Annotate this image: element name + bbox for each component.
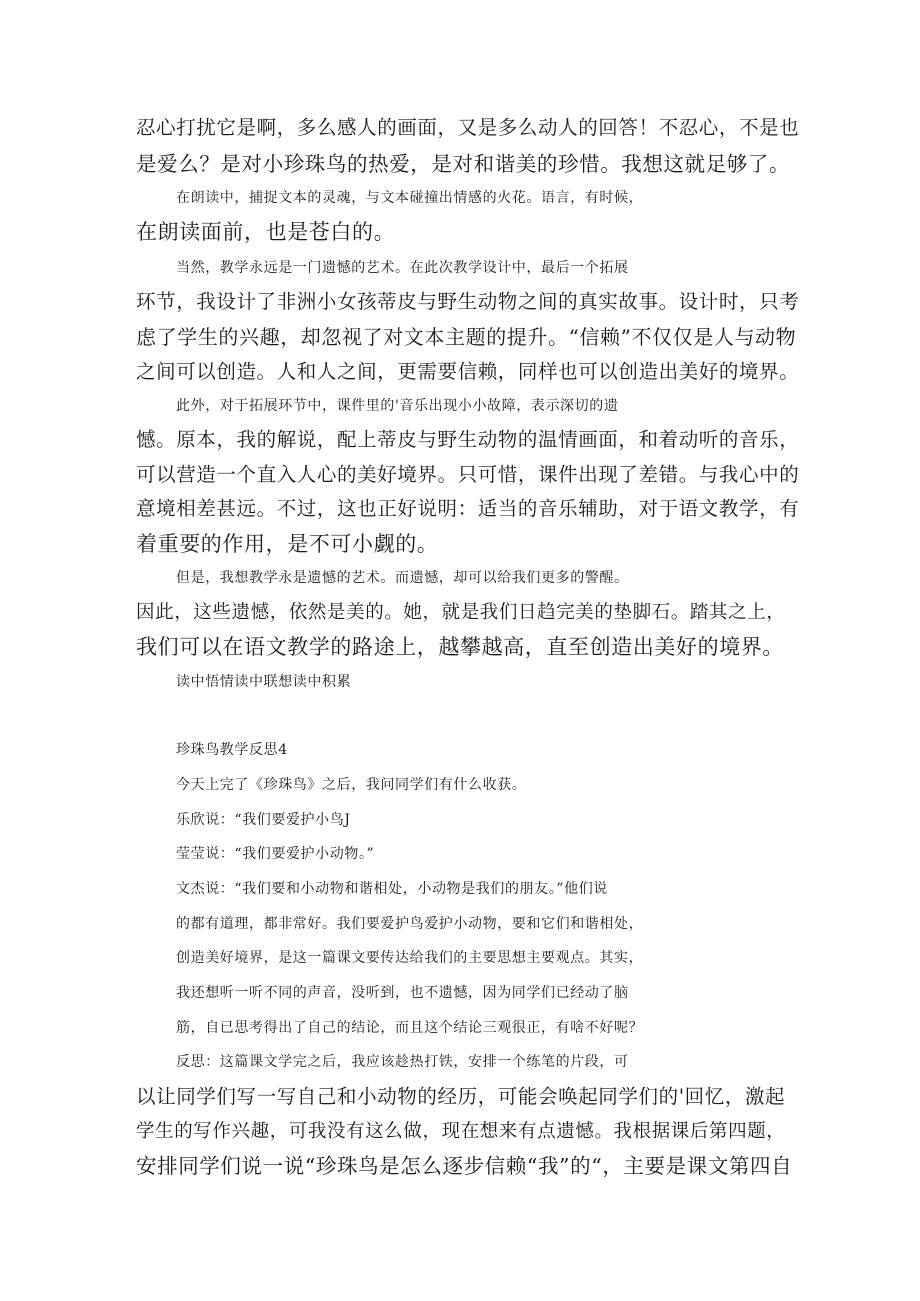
section-heading: 珍珠鸟教学反思4 xyxy=(176,742,288,758)
text-line: 环节，我设计了非洲小女孩蒂皮与野生动物之间的真实故事。设计时，只考 xyxy=(136,290,800,313)
text-line: 反思：这篇课文学完之后，我应该趁热打铁，安排一个练笔的片段，可 xyxy=(176,1054,629,1070)
text-line: 之间可以创造。人和人之间，更需要信赖，同样也可以创造出美好的境界。 xyxy=(136,360,800,383)
text-line: 着重要的作用，是不可小觑的。 xyxy=(136,532,439,556)
text-line: 但是，我想教学永是遗憾的艺术。而遗憾，却可以给我们更多的警醒。 xyxy=(176,570,629,586)
text-line: 是爱么？是对小珍珠鸟的热爱，是对和谐美的珍惜。我想这就足够了。 xyxy=(136,152,791,176)
text-line: 在朗读中，捕捉文本的灵魂，与文本碰撞出情感的火花。语言，有时候， xyxy=(176,190,644,206)
text-line: 的都有道理，都非常好。我们要爱护鸟爱护小动物，要和它们和谐相处， xyxy=(176,916,644,932)
text-line: 我们可以在语文教学的路途上，越攀越高，直至创造出美好的境界。 xyxy=(136,635,784,659)
text-line: 创造美好境界，是这一篇课文要传达给我们的主要思想主要观点。其实， xyxy=(176,950,644,966)
text-line: 我还想听一听不同的声音，没听到，也不遗憾，因为同学们已经动了脑 xyxy=(176,985,629,1001)
text-line: 因此，这些遗憾，依然是美的。她，就是我们日趋完美的垫脚石。踏其之上， xyxy=(136,602,786,623)
text-line: 乐欣说：“我们要爱护小鸟J xyxy=(176,812,351,828)
text-line: 意境相差甚远。不过，这也正好说明：适当的音乐辅助，对于语文教学，有 xyxy=(136,497,800,520)
text-line: 忍心打扰它是啊，多么感人的画面，又是多么动人的回答！不忍心，不是也 xyxy=(136,116,800,139)
text-line: 在朗读面前，也是苍白的。 xyxy=(136,220,396,244)
text-line: 筋，自已思考得出了自己的结论，而且这个结论三观很正，有啥不好呢？ xyxy=(176,1020,644,1036)
text-line: 可以营造一个直入人心的美好境界。只可惜，课件出现了差错。与我心中的 xyxy=(136,463,800,486)
text-line: 安排同学们说一说“珍珠鸟是怎么逐步信赖“我”的“，主要是课文第四自 xyxy=(136,1154,793,1178)
text-line: 学生的写作兴趣，可我没有这么做，现在想来有点遗憾。我根据课后第四题， xyxy=(136,1121,786,1142)
text-line: 文杰说：“我们要和小动物和谐相处，小动物是我们的朋友。”他们说 xyxy=(176,881,608,897)
text-line: 莹莹说：“我们要爱护小动物。” xyxy=(176,846,375,862)
text-line: 虑了学生的兴趣，却忽视了对文本主题的提升。“信赖”不仅仅是人与动物 xyxy=(136,325,797,349)
text-line: 当然，教学永远是一门遗憾的艺术。在此次教学设计中，最后一个拓展 xyxy=(176,260,629,276)
text-line: 以让同学们写一写自己和小动物的经历，可能会唤起同学们的'回忆，激起 xyxy=(136,1085,786,1108)
text-line: 今天上完了《珍珠鸟》之后，我问同学们有什么收获。 xyxy=(176,777,527,793)
text-line: 憾。原本，我的解说，配上蒂皮与野生动物的温情画面，和着动听的音乐， xyxy=(136,428,800,451)
text-line: 读中悟情读中联想读中积累 xyxy=(176,674,352,690)
text-line: 此外，对于拓展环节中，课件里的'音乐出现小小故障，表示深切的遗 xyxy=(176,398,619,414)
